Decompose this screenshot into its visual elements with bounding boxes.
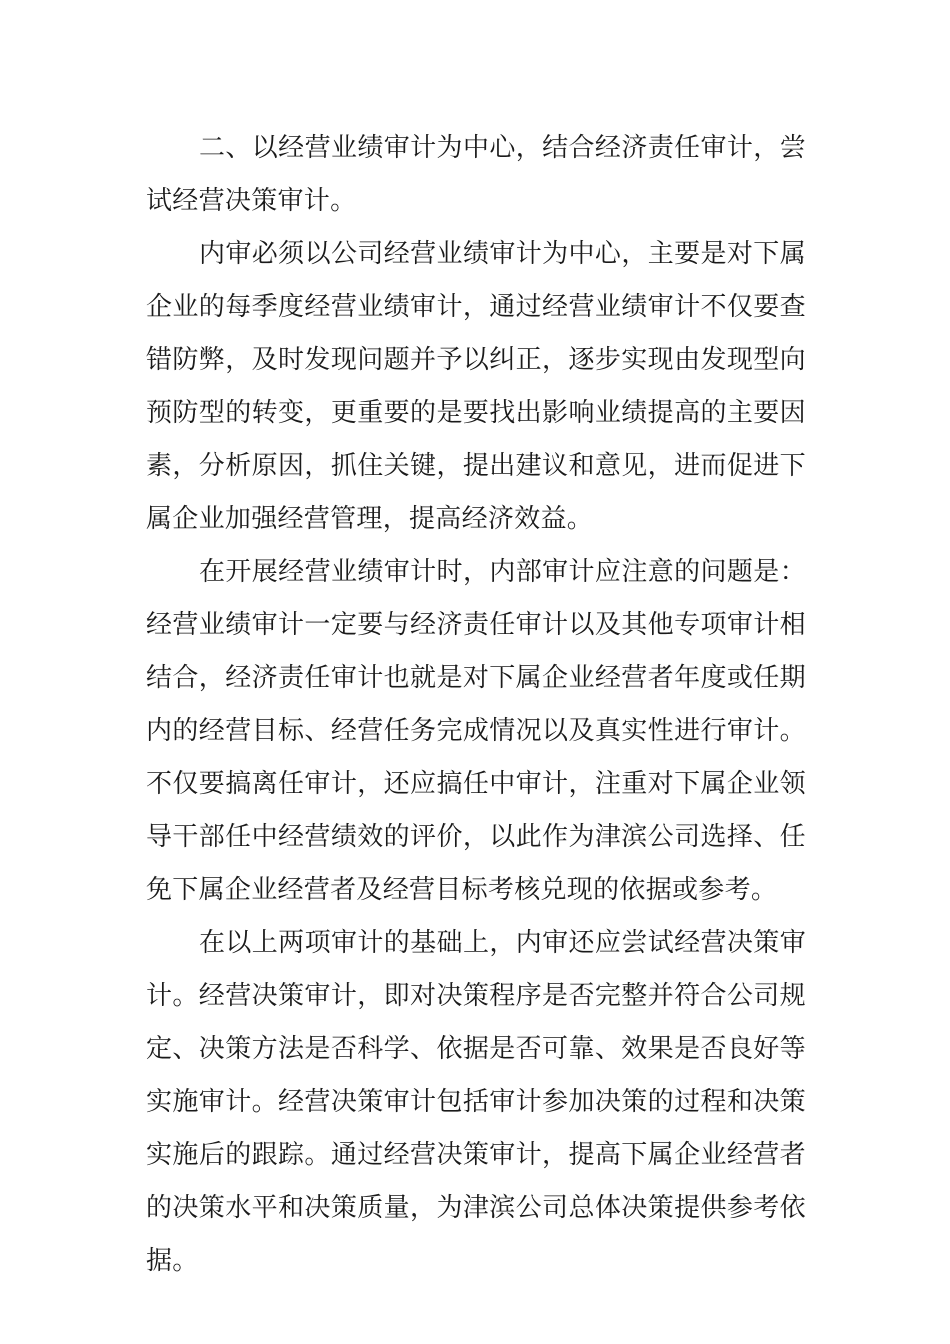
body-paragraph-1: 内审必须以公司经营业绩审计为中心，主要是对下属企业的每季度经营业绩审计，通过经营业绩审计不仅要查错防弊，及时发现问题并予以纠正，逐步实现由发现型向预防型的转变，更重要的是要找出影响业绩提高的主要因素，分析原因，抓住关键，提出建议和意见，进而促进下属企业加强经营管理，提高经济效益。 — [146, 239, 806, 534]
body-paragraph-2: 在开展经营业绩审计时，内部审计应注意的问题是：经营业绩审计一定要与经济责任审计以及其他专项审计相结合，经济责任审计也就是对下属企业经营者年度或任期内的经营目标、经营任务完成情况以及真实性进行审计。不仅要搞离任审计，还应搞任中审计，注重对下属企业领导干部任中经营绩效的评价，以此作为津滨公司选择、任免下属企业经营者及经营目标考核兑现的依据或参考。 — [146, 557, 806, 905]
document-body — [146, 122, 806, 1288]
section-heading-paragraph: 二、以经营业绩审计为中心，结合经济责任审计，尝试经营决策审计。 — [146, 133, 806, 216]
body-paragraph-3: 在以上两项审计的基础上，内审还应尝试经营决策审计。经营决策审计，即对决策程序是否完整并符合公司规定、决策方法是否科学、依据是否可靠、效果是否良好等实施审计。经营决策审计包括审计参加决策的过程和决策实施后的跟踪。通过经营决策审计，提高下属企业经营者的决策水平和决策质量，为津滨公司总体决策提供参考依据。 — [146, 928, 806, 1276]
